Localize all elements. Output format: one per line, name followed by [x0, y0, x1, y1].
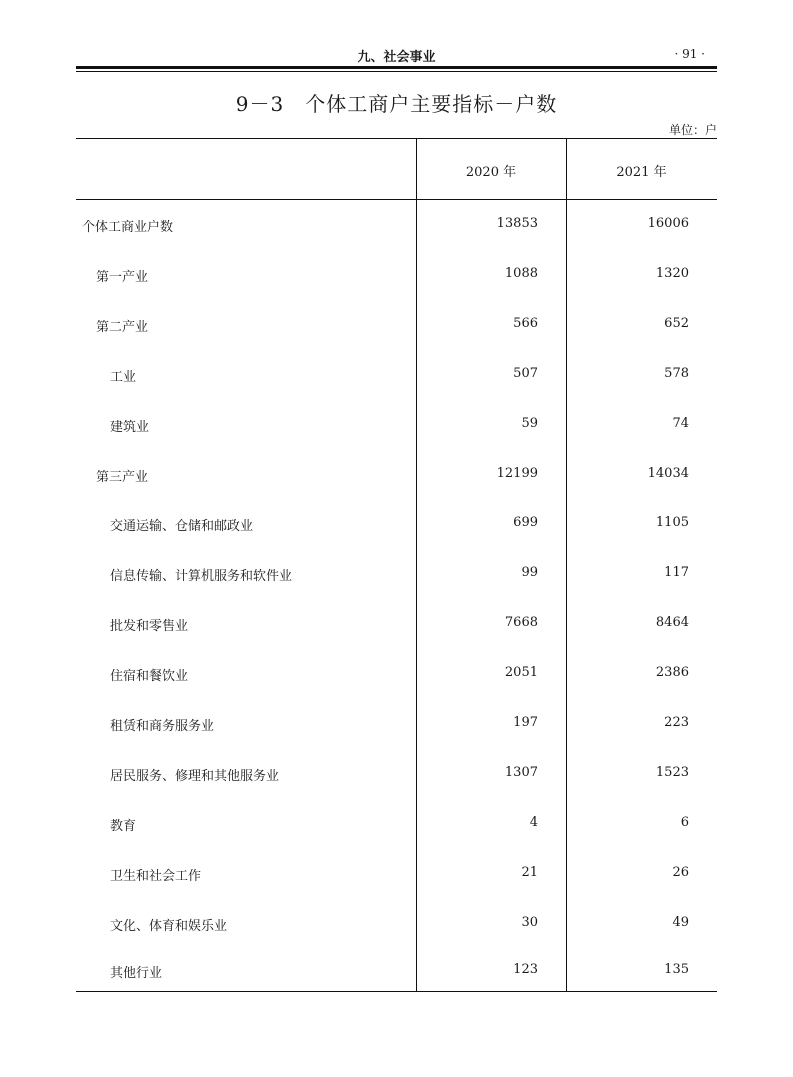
row-label: 第一产业 [96, 269, 149, 285]
table-row [76, 565, 717, 587]
value-2021: 8464 [655, 615, 689, 631]
value-2021: 223 [664, 715, 689, 730]
row-label: 居民服务、修理和其他服务业 [110, 768, 280, 784]
value-2021: 74 [672, 415, 689, 431]
row-label: 租赁和商务服务业 [110, 719, 215, 734]
row-label: 批发和零售业 [110, 619, 189, 635]
table-row [76, 715, 717, 737]
table-row [76, 366, 717, 388]
value-2020: 99 [521, 565, 538, 581]
value-2021: 1105 [655, 515, 689, 531]
page-number: · 91 · [674, 47, 705, 61]
value-2020: 566 [513, 315, 538, 331]
data-table [76, 138, 717, 992]
row-label: 教育 [110, 818, 137, 834]
table-row [76, 466, 717, 488]
table-row [76, 515, 717, 537]
value-2020: 197 [513, 715, 538, 730]
row-label: 交通运输、仓储和邮政业 [110, 519, 254, 535]
row-label: 第二产业 [96, 319, 149, 335]
value-2021: 1320 [655, 265, 689, 281]
row-label: 个体工商业户数 [82, 220, 174, 235]
table-row [76, 216, 717, 238]
table-row [76, 316, 717, 338]
table-row [76, 765, 717, 787]
value-2020: 30 [521, 914, 538, 930]
header-rule-thick [76, 66, 717, 69]
value-2020: 699 [513, 515, 538, 531]
value-2021: 135 [664, 961, 689, 977]
value-2020: 59 [521, 415, 538, 431]
value-2021: 652 [664, 315, 689, 331]
row-label: 工业 [110, 369, 137, 385]
table-row [76, 615, 717, 637]
unit-note: 单位：户 [668, 123, 717, 137]
value-2021: 117 [664, 565, 689, 581]
row-label: 其他行业 [110, 965, 163, 981]
row-label: 第三产业 [96, 469, 149, 485]
table-row [76, 815, 717, 837]
table-row [76, 865, 717, 887]
value-2021: 2386 [655, 665, 689, 681]
row-label: 住宿和餐饮业 [110, 669, 189, 685]
value-2021: 578 [664, 365, 689, 381]
table-row [76, 665, 717, 687]
column-header-2021: 2021 年 [616, 165, 667, 180]
table-row [76, 416, 717, 438]
value-2020: 21 [521, 864, 538, 880]
value-2020: 1088 [504, 265, 538, 281]
table-row [76, 915, 717, 937]
value-2020: 507 [513, 365, 538, 381]
value-2021: 49 [672, 914, 689, 930]
value-2021: 16006 [647, 216, 689, 231]
row-label: 卫生和社会工作 [110, 868, 202, 884]
running-header-section: 九、社会事业 [357, 50, 436, 65]
value-2020: 12199 [496, 465, 538, 481]
value-2020: 7668 [504, 615, 538, 631]
header-separator [76, 199, 717, 200]
row-label: 信息传输、计算机服务和软件业 [110, 569, 293, 585]
value-2020: 13853 [496, 216, 538, 231]
value-2020: 1307 [504, 764, 538, 780]
value-2021: 6 [680, 814, 689, 830]
table-row [76, 266, 717, 288]
value-2021: 1523 [655, 764, 689, 780]
column-header-2020: 2020 年 [465, 165, 517, 180]
value-2021: 14034 [647, 465, 689, 481]
table-row [76, 962, 717, 984]
row-label: 建筑业 [110, 419, 150, 435]
header-rule-thin [76, 71, 717, 72]
value-2020: 4 [529, 814, 538, 830]
row-label: 文化、体育和娱乐业 [110, 918, 228, 934]
value-2020: 2051 [504, 665, 538, 681]
table-title: 9－3 个体工商户主要指标－户数 [235, 92, 558, 116]
value-2020: 123 [513, 961, 538, 977]
value-2021: 26 [672, 864, 689, 880]
